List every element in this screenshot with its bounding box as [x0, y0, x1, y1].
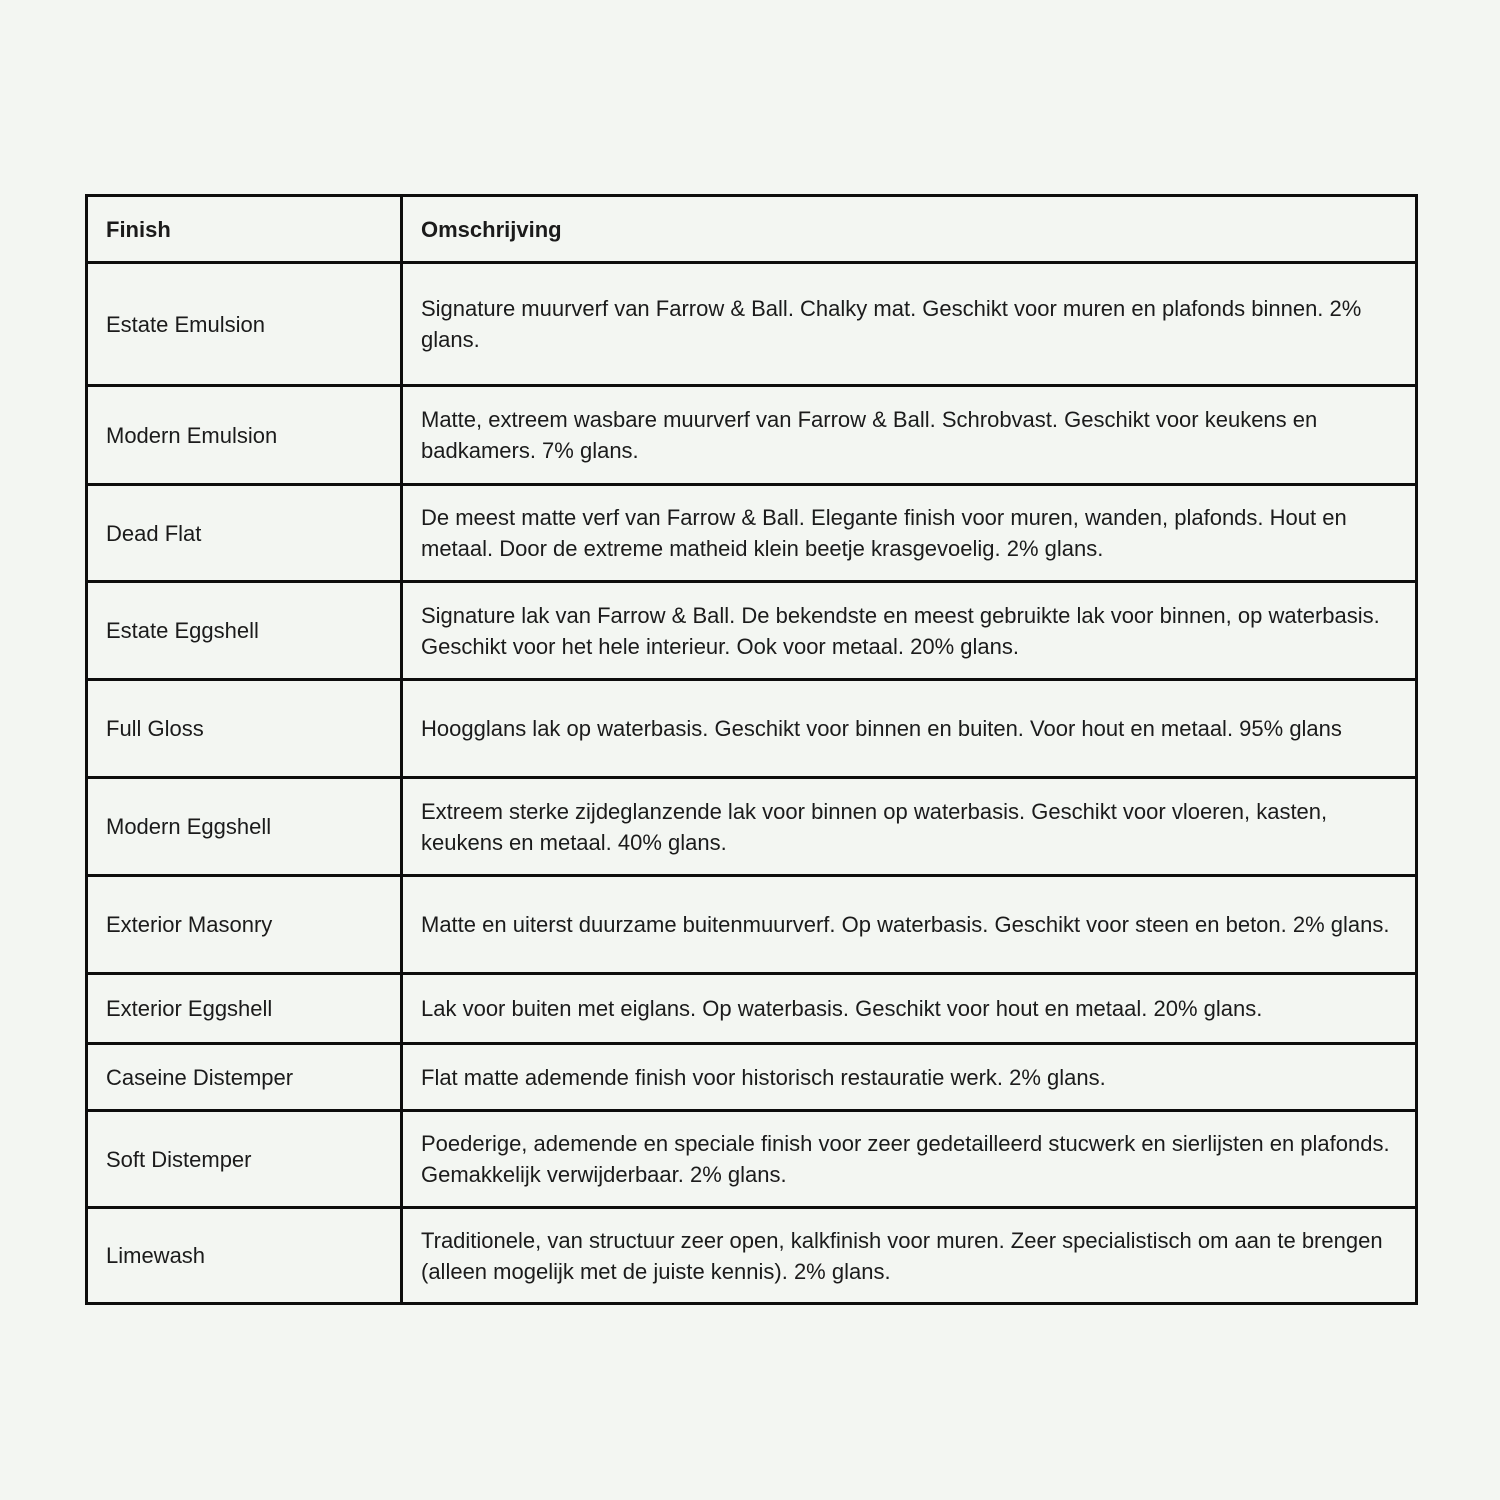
- description-cell: Hoogglans lak op waterbasis. Geschikt voor binnen en buiten. Voor hout en metaal. 95% glans: [402, 680, 1417, 778]
- description-cell: Traditionele, van structuur zeer open, kalkfinish voor muren. Zeer specialistisch om aan te brengen (alleen mogelijk met de juiste kennis). 2% glans.: [402, 1208, 1417, 1304]
- table-row: [87, 680, 1417, 778]
- table-row: [87, 582, 1417, 680]
- table-body: [87, 263, 1417, 1304]
- description-cell: Flat matte ademende finish voor historisch restauratie werk. 2% glans.: [402, 1044, 1417, 1111]
- finish-cell: Exterior Masonry: [87, 876, 402, 974]
- table-row: [87, 974, 1417, 1044]
- finish-cell: Full Gloss: [87, 680, 402, 778]
- table-row: [87, 1044, 1417, 1111]
- finish-cell: Limewash: [87, 1208, 402, 1304]
- table-row: [87, 1111, 1417, 1208]
- description-cell: Extreem sterke zijdeglanzende lak voor binnen op waterbasis. Geschikt voor vloeren, kasten, keukens en metaal. 40% glans.: [402, 778, 1417, 876]
- description-cell: Matte en uiterst duurzame buitenmuurverf. Op waterbasis. Geschikt voor steen en beton. 2% glans.: [402, 876, 1417, 974]
- table-row: [87, 485, 1417, 582]
- table-header: [87, 196, 1417, 263]
- table-row: [87, 876, 1417, 974]
- column-header-omschrijving: Omschrijving: [402, 196, 1417, 263]
- finish-cell: Dead Flat: [87, 485, 402, 582]
- description-cell: Poederige, ademende en speciale finish voor zeer gedetailleerd stucwerk en sierlijsten en plafonds. Gemakkelijk verwijderbaar. 2% glans.: [402, 1111, 1417, 1208]
- table-row: [87, 1208, 1417, 1304]
- paint-finish-table: [85, 194, 1418, 1305]
- description-cell: Matte, extreem wasbare muurverf van Farrow & Ball. Schrobvast. Geschikt voor keukens en badkamers. 7% glans.: [402, 386, 1417, 485]
- finish-cell: Estate Emulsion: [87, 263, 402, 386]
- description-cell: Lak voor buiten met eiglans. Op waterbasis. Geschikt voor hout en metaal. 20% glans.: [402, 974, 1417, 1044]
- finish-cell: Estate Eggshell: [87, 582, 402, 680]
- table-row: [87, 778, 1417, 876]
- description-cell: De meest matte verf van Farrow & Ball. Elegante finish voor muren, wanden, plafonds. Hout en metaal. Door de extreme matheid klein beetje krasgevoelig. 2% glans.: [402, 485, 1417, 582]
- finish-cell: Modern Eggshell: [87, 778, 402, 876]
- column-header-finish: Finish: [87, 196, 402, 263]
- finish-cell: Caseine Distemper: [87, 1044, 402, 1111]
- finish-cell: Modern Emulsion: [87, 386, 402, 485]
- table-row: [87, 386, 1417, 485]
- table-row: [87, 263, 1417, 386]
- finish-cell: Exterior Eggshell: [87, 974, 402, 1044]
- header-row: [87, 196, 1417, 263]
- finish-cell: Soft Distemper: [87, 1111, 402, 1208]
- description-cell: Signature lak van Farrow & Ball. De bekendste en meest gebruikte lak voor binnen, op waterbasis. Geschikt voor het hele interieur. Ook voor metaal. 20% glans.: [402, 582, 1417, 680]
- description-cell: Signature muurverf van Farrow & Ball. Chalky mat. Geschikt voor muren en plafonds binnen. 2% glans.: [402, 263, 1417, 386]
